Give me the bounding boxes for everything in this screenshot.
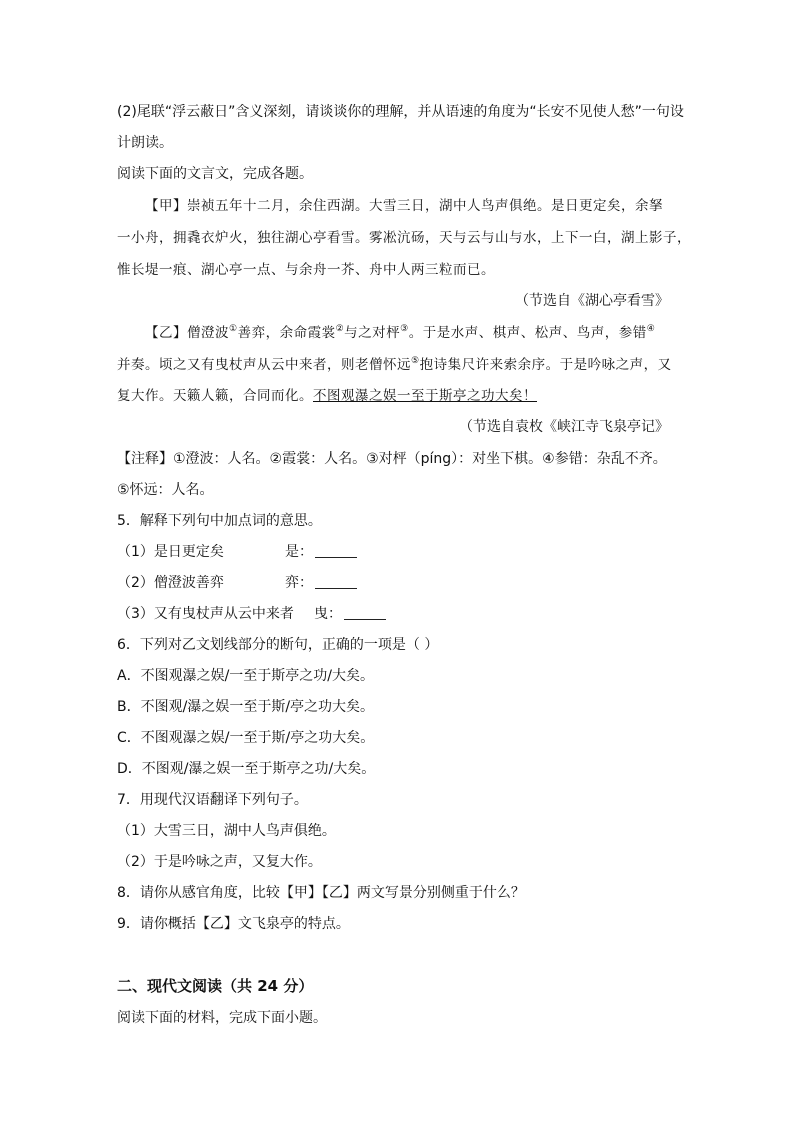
answer-blank[interactable] <box>315 543 357 558</box>
question-9: 9．请你概括【乙】文飞泉亭的特点。 <box>117 916 350 932</box>
question-6-option-b: B．不图观/瀑之娱一至于斯/亭之功大矣。 <box>117 699 375 715</box>
question-8: 8．请你从感官角度，比较【甲】【乙】两文写景分别侧重于什么？ <box>117 885 525 901</box>
text: 【乙】僧澄波 <box>145 325 229 341</box>
section-2-instruction: 阅读下面的材料，完成下面小题。 <box>117 1010 327 1026</box>
question-5-item1: （1）是日更定矣 <box>117 544 224 560</box>
footnote-mark: ⑤ <box>411 356 420 366</box>
notes-line1: 【注释】①澄波：人名。②霞裳：人名。③对枰（píng）：对坐下棋。④参错：杂乱不齐。 <box>117 451 667 467</box>
section-2-heading: 二、现代文阅读（共 24 分） <box>117 977 314 995</box>
text: 弈： <box>285 575 313 591</box>
question-5-item3: （3）又有曳杖声从云中来者 <box>117 606 294 622</box>
question-6-option-d: D．不图观/瀑之娱一至于斯亭之功/大矣。 <box>117 761 376 777</box>
question-2-line1: (2)尾联“浮云蔽日”含义深刻，请谈谈你的理解，并从语速的角度为“长安不见使人愁”一句设 <box>117 104 684 120</box>
passage-yi-line2 <box>117 355 672 375</box>
text: 抱诗集尺许来索余序。于是吟咏之声，又 <box>419 357 672 373</box>
passage-yi-line1 <box>145 323 655 343</box>
question-6-title: 6．下列对乙文划线部分的断句，正确的一项是（ ） <box>117 637 439 653</box>
question-5-item3-word <box>314 604 386 624</box>
notes-line2: ⑤怀远：人名。 <box>117 482 214 498</box>
answer-blank[interactable] <box>344 605 386 620</box>
footnote-mark: ① <box>229 324 238 334</box>
question-5-item2-word <box>285 573 357 593</box>
question-7-title: 7．用现代汉语翻译下列句子。 <box>117 792 308 808</box>
question-2-line2: 计朗读。 <box>117 135 173 151</box>
text: 曳： <box>314 606 342 622</box>
question-5-item1-word <box>285 542 357 562</box>
text: 是： <box>285 544 313 560</box>
question-5-item2: （2）僧澄波善弈 <box>117 575 224 591</box>
question-7-item1: （1）大雪三日，湖中人鸟声俱绝。 <box>117 823 336 839</box>
text: 复大作。天籁人籁，合同而化。 <box>117 388 313 404</box>
answer-blank[interactable] <box>315 574 357 589</box>
text: 善弈，余命霞裳 <box>237 325 336 341</box>
text: 。于是水声、棋声、松声、鸟声，参错 <box>408 325 647 341</box>
question-5-title: 5．解释下列句中加点词的意思。 <box>117 513 322 529</box>
passage-jia-line3: 惟长堤一痕、湖心亭一点、与余舟一芥、舟中人两三粒而已。 <box>117 262 495 278</box>
question-6-option-c: C．不图观瀑之娱/一至于斯/亭之功大矣。 <box>117 730 375 746</box>
underlined-sentence: 不图观瀑之娱一至于斯亭之功大矣！ <box>313 388 537 404</box>
footnote-mark: ④ <box>646 324 656 334</box>
passage-jia-source: （节选自《湖心亭看雪》 <box>515 293 669 309</box>
passage-yi-source: （节选自袁枚《峡江寺飞泉亭记》 <box>459 419 669 435</box>
text: 与之对枰 <box>344 325 401 341</box>
passage-jia-line2: 一小舟，拥毳衣炉火，独往湖心亭看雪。雾凇沆砀，天与云与山与水，上下一白，湖上影子， <box>117 230 691 246</box>
text: 并奏。顷之又有曳杖声从云中来者，则老僧怀远 <box>117 357 411 373</box>
question-7-item2: （2）于是吟咏之声，又复大作。 <box>117 854 322 870</box>
passage-yi-line3 <box>117 386 537 406</box>
reading-instruction: 阅读下面的文言文，完成各题。 <box>117 166 313 182</box>
question-6-option-a: A．不图观瀑之娱/一至于斯亭之功/大矣。 <box>117 668 375 684</box>
footnote-mark: ③ <box>400 324 409 334</box>
passage-jia-line1: 【甲】崇祯五年十二月，余住西湖。大雪三日，湖中人鸟声俱绝。是日更定矣，余拏 <box>145 198 663 214</box>
footnote-mark: ② <box>335 324 345 334</box>
